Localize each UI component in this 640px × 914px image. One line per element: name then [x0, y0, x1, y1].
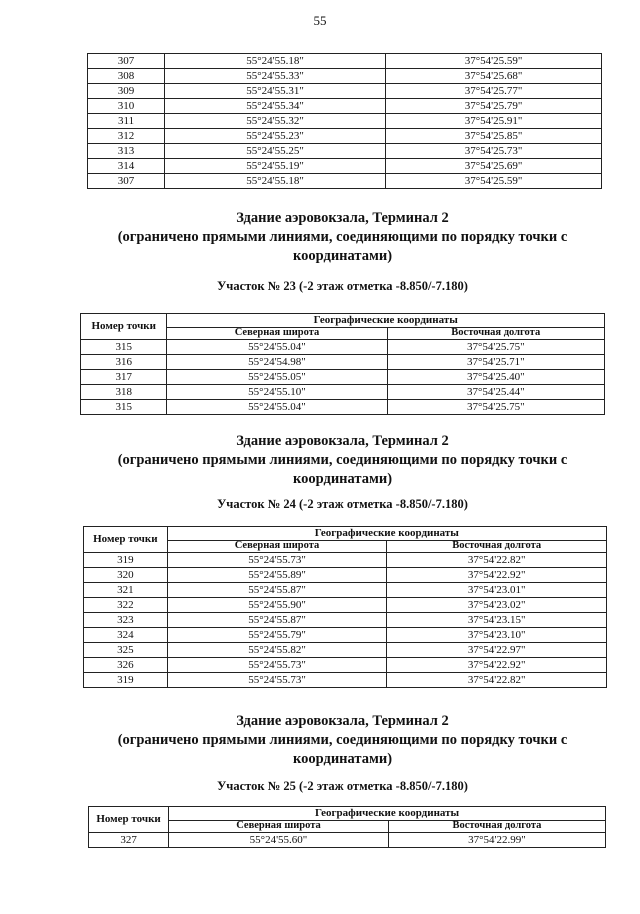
point-number-cell: 314 [88, 159, 165, 174]
north-latitude-cell: 55°24'55.23" [165, 129, 386, 144]
point-number-cell: 315 [81, 340, 167, 355]
point-number-cell: 316 [81, 355, 167, 370]
north-latitude-cell: 55°24'55.18" [165, 174, 386, 189]
section-title: Участок № 24 (-2 этаж отметка -8.850/-7.180) [217, 497, 468, 511]
table-row [84, 583, 607, 598]
table-row [88, 54, 602, 69]
east-longitude-cell: 37°54'25.79" [386, 99, 602, 114]
north-latitude-cell: 55°24'55.60" [169, 833, 389, 848]
north-latitude-cell: 55°24'55.82" [167, 643, 387, 658]
coordinates-table [88, 806, 606, 848]
east-longitude-cell: 37°54'25.75" [387, 400, 604, 415]
point-number-cell: 320 [84, 568, 168, 583]
point-number-cell: 307 [88, 54, 165, 69]
point-number-cell: 325 [84, 643, 168, 658]
header-point-number: Номер точки [81, 314, 167, 340]
east-longitude-cell: 37°54'25.59" [386, 54, 602, 69]
east-longitude-cell: 37°54'25.69" [386, 159, 602, 174]
east-longitude-cell: 37°54'23.02" [387, 598, 607, 613]
table-row [84, 598, 607, 613]
north-latitude-cell: 55°24'55.33" [165, 69, 386, 84]
table-row [88, 69, 602, 84]
table-row [88, 174, 602, 189]
north-latitude-cell: 55°24'55.79" [167, 628, 387, 643]
table-row [81, 355, 605, 370]
north-latitude-cell: 55°24'55.32" [165, 114, 386, 129]
heading-line: (ограничено прямыми линиями, соединяющими по порядку точки с [117, 732, 568, 748]
point-number-cell: 308 [88, 69, 165, 84]
table-row [89, 833, 606, 848]
point-number-cell: 311 [88, 114, 165, 129]
table-row [84, 613, 607, 628]
east-longitude-cell: 37°54'25.40" [387, 370, 604, 385]
east-longitude-cell: 37°54'25.73" [386, 144, 602, 159]
heading-line: координатами) [292, 248, 393, 264]
table-row [84, 628, 607, 643]
east-longitude-cell: 37°54'22.92" [387, 568, 607, 583]
header-geo-coordinates: Географические координаты [167, 314, 605, 328]
east-longitude-cell: 37°54'25.91" [386, 114, 602, 129]
header-east-longitude: Восточная долгота [387, 541, 607, 553]
north-latitude-cell: 55°24'55.04" [167, 340, 387, 355]
header-point-number: Номер точки [84, 527, 168, 553]
table-row [81, 400, 605, 415]
table-row [88, 99, 602, 114]
point-number-cell: 317 [81, 370, 167, 385]
point-number-cell: 322 [84, 598, 168, 613]
point-number-cell: 319 [84, 553, 168, 568]
north-latitude-cell: 55°24'55.73" [167, 673, 387, 688]
north-latitude-cell: 55°24'55.87" [167, 583, 387, 598]
table-row [84, 643, 607, 658]
table-row [88, 144, 602, 159]
section-heading [80, 432, 605, 489]
table-row [88, 114, 602, 129]
table-row [84, 568, 607, 583]
heading-line: Здание аэровокзала, Терминал 2 [236, 433, 449, 449]
east-longitude-cell: 37°54'22.82" [387, 673, 607, 688]
east-longitude-cell: 37°54'25.75" [387, 340, 604, 355]
section-title: Участок № 25 (-2 этаж отметка -8.850/-7.180) [217, 779, 468, 793]
section-heading [80, 209, 605, 266]
heading-line: координатами) [292, 751, 393, 767]
heading-line: Здание аэровокзала, Терминал 2 [236, 713, 449, 729]
east-longitude-cell: 37°54'22.82" [387, 553, 607, 568]
point-number-cell: 312 [88, 129, 165, 144]
heading-line: (ограничено прямыми линиями, соединяющими по порядку точки с [117, 229, 568, 245]
east-longitude-cell: 37°54'23.10" [387, 628, 607, 643]
table-row [88, 129, 602, 144]
north-latitude-cell: 55°24'55.31" [165, 84, 386, 99]
point-number-cell: 313 [88, 144, 165, 159]
header-geo-coordinates: Географические координаты [169, 807, 606, 821]
point-number-cell: 310 [88, 99, 165, 114]
coordinates-table [80, 313, 605, 415]
section-heading [80, 712, 605, 769]
header-east-longitude: Восточная долгота [388, 821, 605, 833]
header-east-longitude: Восточная долгота [387, 328, 604, 340]
coordinates-table [83, 526, 607, 688]
header-geo-coordinates: Географические координаты [167, 527, 606, 541]
header-north-latitude: Северная широта [167, 328, 387, 340]
point-number-cell: 307 [88, 174, 165, 189]
east-longitude-cell: 37°54'22.97" [387, 643, 607, 658]
north-latitude-cell: 55°24'55.73" [167, 553, 387, 568]
table-row [88, 84, 602, 99]
table-row [84, 673, 607, 688]
heading-line: Здание аэровокзала, Терминал 2 [236, 210, 449, 226]
east-longitude-cell: 37°54'25.71" [387, 355, 604, 370]
page-number: 55 [313, 13, 327, 28]
north-latitude-cell: 55°24'55.10" [167, 385, 387, 400]
table-row [84, 553, 607, 568]
point-number-cell: 319 [84, 673, 168, 688]
point-number-cell: 326 [84, 658, 168, 673]
coordinates-table-continued [87, 53, 602, 189]
table-row [84, 658, 607, 673]
east-longitude-cell: 37°54'25.59" [386, 174, 602, 189]
north-latitude-cell: 55°24'55.90" [167, 598, 387, 613]
north-latitude-cell: 55°24'54.98" [167, 355, 387, 370]
east-longitude-cell: 37°54'22.92" [387, 658, 607, 673]
point-number-cell: 309 [88, 84, 165, 99]
east-longitude-cell: 37°54'25.44" [387, 385, 604, 400]
east-longitude-cell: 37°54'23.15" [387, 613, 607, 628]
north-latitude-cell: 55°24'55.04" [167, 400, 387, 415]
east-longitude-cell: 37°54'25.85" [386, 129, 602, 144]
point-number-cell: 321 [84, 583, 168, 598]
header-north-latitude: Северная широта [167, 541, 387, 553]
east-longitude-cell: 37°54'25.68" [386, 69, 602, 84]
table-row [81, 385, 605, 400]
east-longitude-cell: 37°54'25.77" [386, 84, 602, 99]
north-latitude-cell: 55°24'55.89" [167, 568, 387, 583]
east-longitude-cell: 37°54'22.99" [388, 833, 605, 848]
north-latitude-cell: 55°24'55.05" [167, 370, 387, 385]
header-point-number: Номер точки [89, 807, 169, 833]
north-latitude-cell: 55°24'55.87" [167, 613, 387, 628]
north-latitude-cell: 55°24'55.73" [167, 658, 387, 673]
point-number-cell: 327 [89, 833, 169, 848]
north-latitude-cell: 55°24'55.19" [165, 159, 386, 174]
section-title: Участок № 23 (-2 этаж отметка -8.850/-7.180) [217, 279, 468, 293]
north-latitude-cell: 55°24'55.34" [165, 99, 386, 114]
north-latitude-cell: 55°24'55.18" [165, 54, 386, 69]
table-row [88, 159, 602, 174]
point-number-cell: 323 [84, 613, 168, 628]
header-north-latitude: Северная широта [169, 821, 389, 833]
east-longitude-cell: 37°54'23.01" [387, 583, 607, 598]
north-latitude-cell: 55°24'55.25" [165, 144, 386, 159]
table-row [81, 340, 605, 355]
point-number-cell: 318 [81, 385, 167, 400]
heading-line: (ограничено прямыми линиями, соединяющими по порядку точки с [117, 452, 568, 468]
point-number-cell: 324 [84, 628, 168, 643]
table-row [81, 370, 605, 385]
heading-line: координатами) [292, 471, 393, 487]
point-number-cell: 315 [81, 400, 167, 415]
